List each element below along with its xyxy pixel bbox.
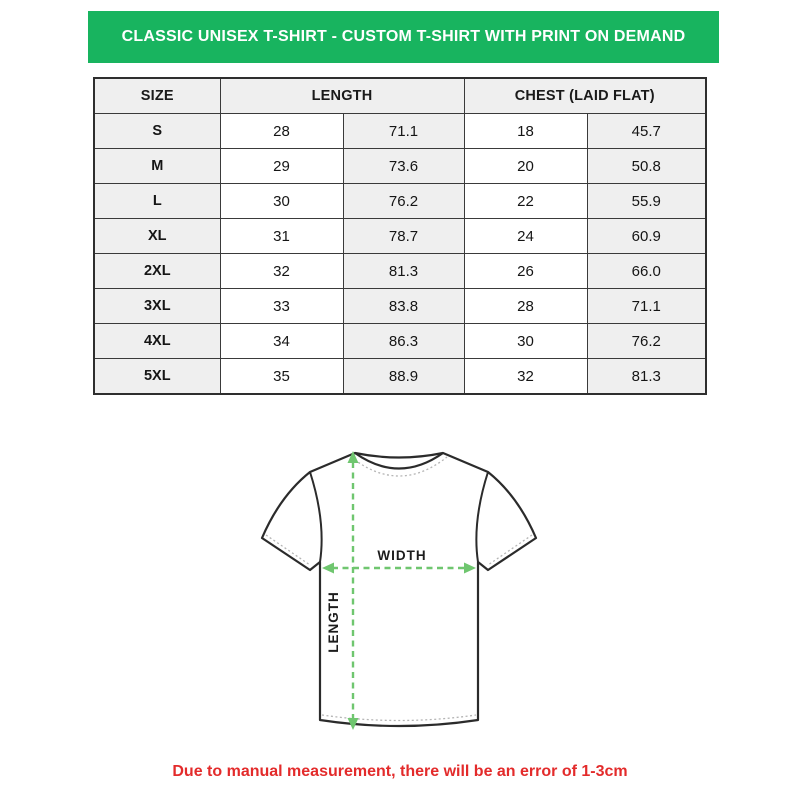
size-label: S [94,114,220,149]
length-in-value: 30 [220,184,343,219]
page-title: CLASSIC UNISEX T-SHIRT - CUSTOM T-SHIRT WITH PRINT ON DEMAND [121,28,686,45]
width-label: WIDTH [377,548,427,563]
title-banner [88,11,719,63]
table-row [94,324,706,359]
chest-in-value: 24 [464,219,587,254]
chest-in-value: 18 [464,114,587,149]
size-label: 4XL [94,324,220,359]
length-in-value: 33 [220,289,343,324]
table-row [94,114,706,149]
length-cm-value: 73.6 [343,149,464,184]
tshirt-measurement-diagram [250,438,550,738]
size-label: XL [94,219,220,254]
size-label: 2XL [94,254,220,289]
length-in-value: 28 [220,114,343,149]
length-cm-value: 76.2 [343,184,464,219]
chest-in-value: 30 [464,324,587,359]
table-row [94,359,706,395]
size-label: M [94,149,220,184]
length-in-value: 29 [220,149,343,184]
chest-cm-value: 76.2 [587,324,706,359]
table-row [94,289,706,324]
chest-cm-value: 60.9 [587,219,706,254]
table-row [94,184,706,219]
size-label: 5XL [94,359,220,395]
size-label: L [94,184,220,219]
chest-in-value: 28 [464,289,587,324]
column-header-size: SIZE [94,78,220,114]
chest-cm-value: 45.7 [587,114,706,149]
table-row [94,254,706,289]
measurement-disclaimer: Due to manual measurement, there will be an error of 1-3cm [172,763,628,780]
size-label: 3XL [94,289,220,324]
length-cm-value: 88.9 [343,359,464,395]
chest-in-value: 20 [464,149,587,184]
length-in-value: 32 [220,254,343,289]
chest-in-value: 26 [464,254,587,289]
column-header-chest: CHEST (LAID FLAT) [464,78,706,114]
length-cm-value: 81.3 [343,254,464,289]
length-cm-value: 71.1 [343,114,464,149]
chest-in-value: 32 [464,359,587,395]
tshirt-outline [262,453,536,726]
column-header-length: LENGTH [220,78,464,114]
length-cm-value: 83.8 [343,289,464,324]
length-cm-value: 78.7 [343,219,464,254]
size-chart-table [93,77,707,395]
chest-in-value: 22 [464,184,587,219]
chest-cm-value: 71.1 [587,289,706,324]
chest-cm-value: 66.0 [587,254,706,289]
chest-cm-value: 55.9 [587,184,706,219]
length-cm-value: 86.3 [343,324,464,359]
table-row [94,149,706,184]
chest-cm-value: 50.8 [587,149,706,184]
length-in-value: 31 [220,219,343,254]
table-header-row [94,78,706,114]
table-row [94,219,706,254]
chest-cm-value: 81.3 [587,359,706,395]
length-in-value: 34 [220,324,343,359]
length-label: LENGTH [326,591,341,653]
length-in-value: 35 [220,359,343,395]
